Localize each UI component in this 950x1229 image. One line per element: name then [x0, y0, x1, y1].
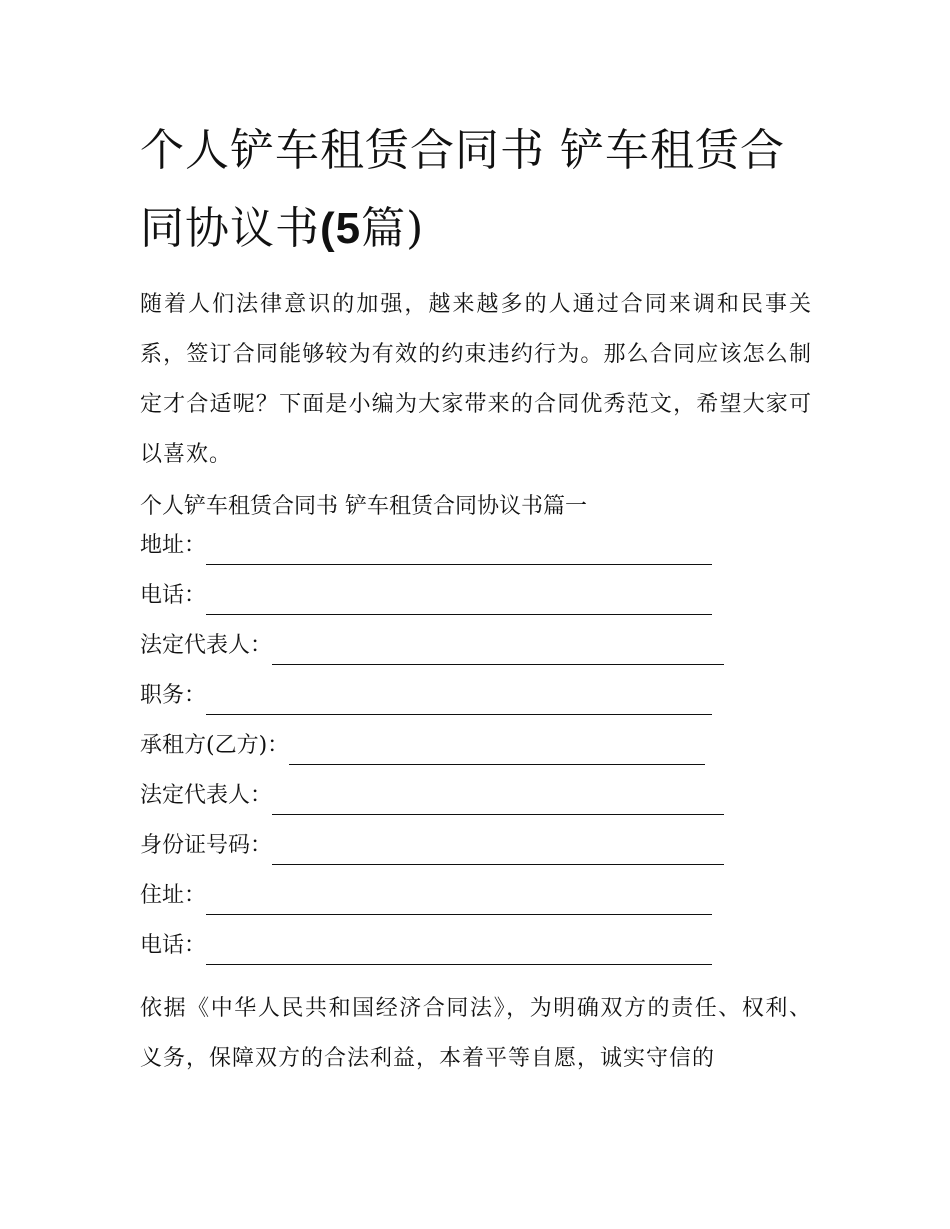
fill-in-line — [272, 863, 724, 865]
fill-in-line — [272, 663, 724, 665]
fill-in-line — [206, 913, 712, 915]
field-label: 电话： — [140, 933, 207, 958]
document-title — [140, 112, 812, 268]
field-label: 身份证号码： — [140, 833, 273, 858]
title-suffix: 篇) — [361, 203, 425, 254]
field-label: 承租方(乙方)： — [140, 733, 290, 758]
field-address — [140, 532, 812, 582]
field-label: 地址： — [140, 533, 207, 558]
fill-in-line — [206, 563, 712, 565]
fill-in-line — [272, 813, 724, 815]
title-text: 个人铲车租赁合同书 铲车租赁合同协议书 — [140, 125, 785, 254]
section-heading: 个人铲车租赁合同书 铲车租赁合同协议书篇一 — [140, 494, 587, 519]
field-id-number — [140, 832, 812, 882]
field-legal-representative — [140, 632, 812, 682]
field-label: 职务： — [140, 683, 207, 708]
field-label: 法定代表人： — [140, 783, 273, 808]
field-phone-2 — [140, 932, 812, 982]
fill-in-line — [206, 963, 712, 965]
field-label: 电话： — [140, 583, 207, 608]
fill-in-line — [206, 613, 712, 615]
fill-in-line — [206, 713, 712, 715]
title-count: (5 — [320, 204, 362, 253]
field-label: 法定代表人： — [140, 633, 273, 658]
field-residence — [140, 882, 812, 932]
document-page — [140, 112, 812, 1084]
body-paragraph: 依据《中华人民共和国经济合同法》，为明确双方的责任、权利、义务，保障双方的合法利益，本着平等自愿，诚实守信的 — [140, 996, 812, 1071]
intro-paragraph: 随着人们法律意识的加强，越来越多的人通过合同来调和民事关系，签订合同能够较为有效的约束违约行为。那么合同应该怎么制定才合适呢？下面是小编为大家带来的合同优秀范文，希望大家可以喜欢。 — [140, 292, 812, 467]
fill-in-line — [289, 763, 705, 765]
field-label: 住址： — [140, 883, 207, 908]
